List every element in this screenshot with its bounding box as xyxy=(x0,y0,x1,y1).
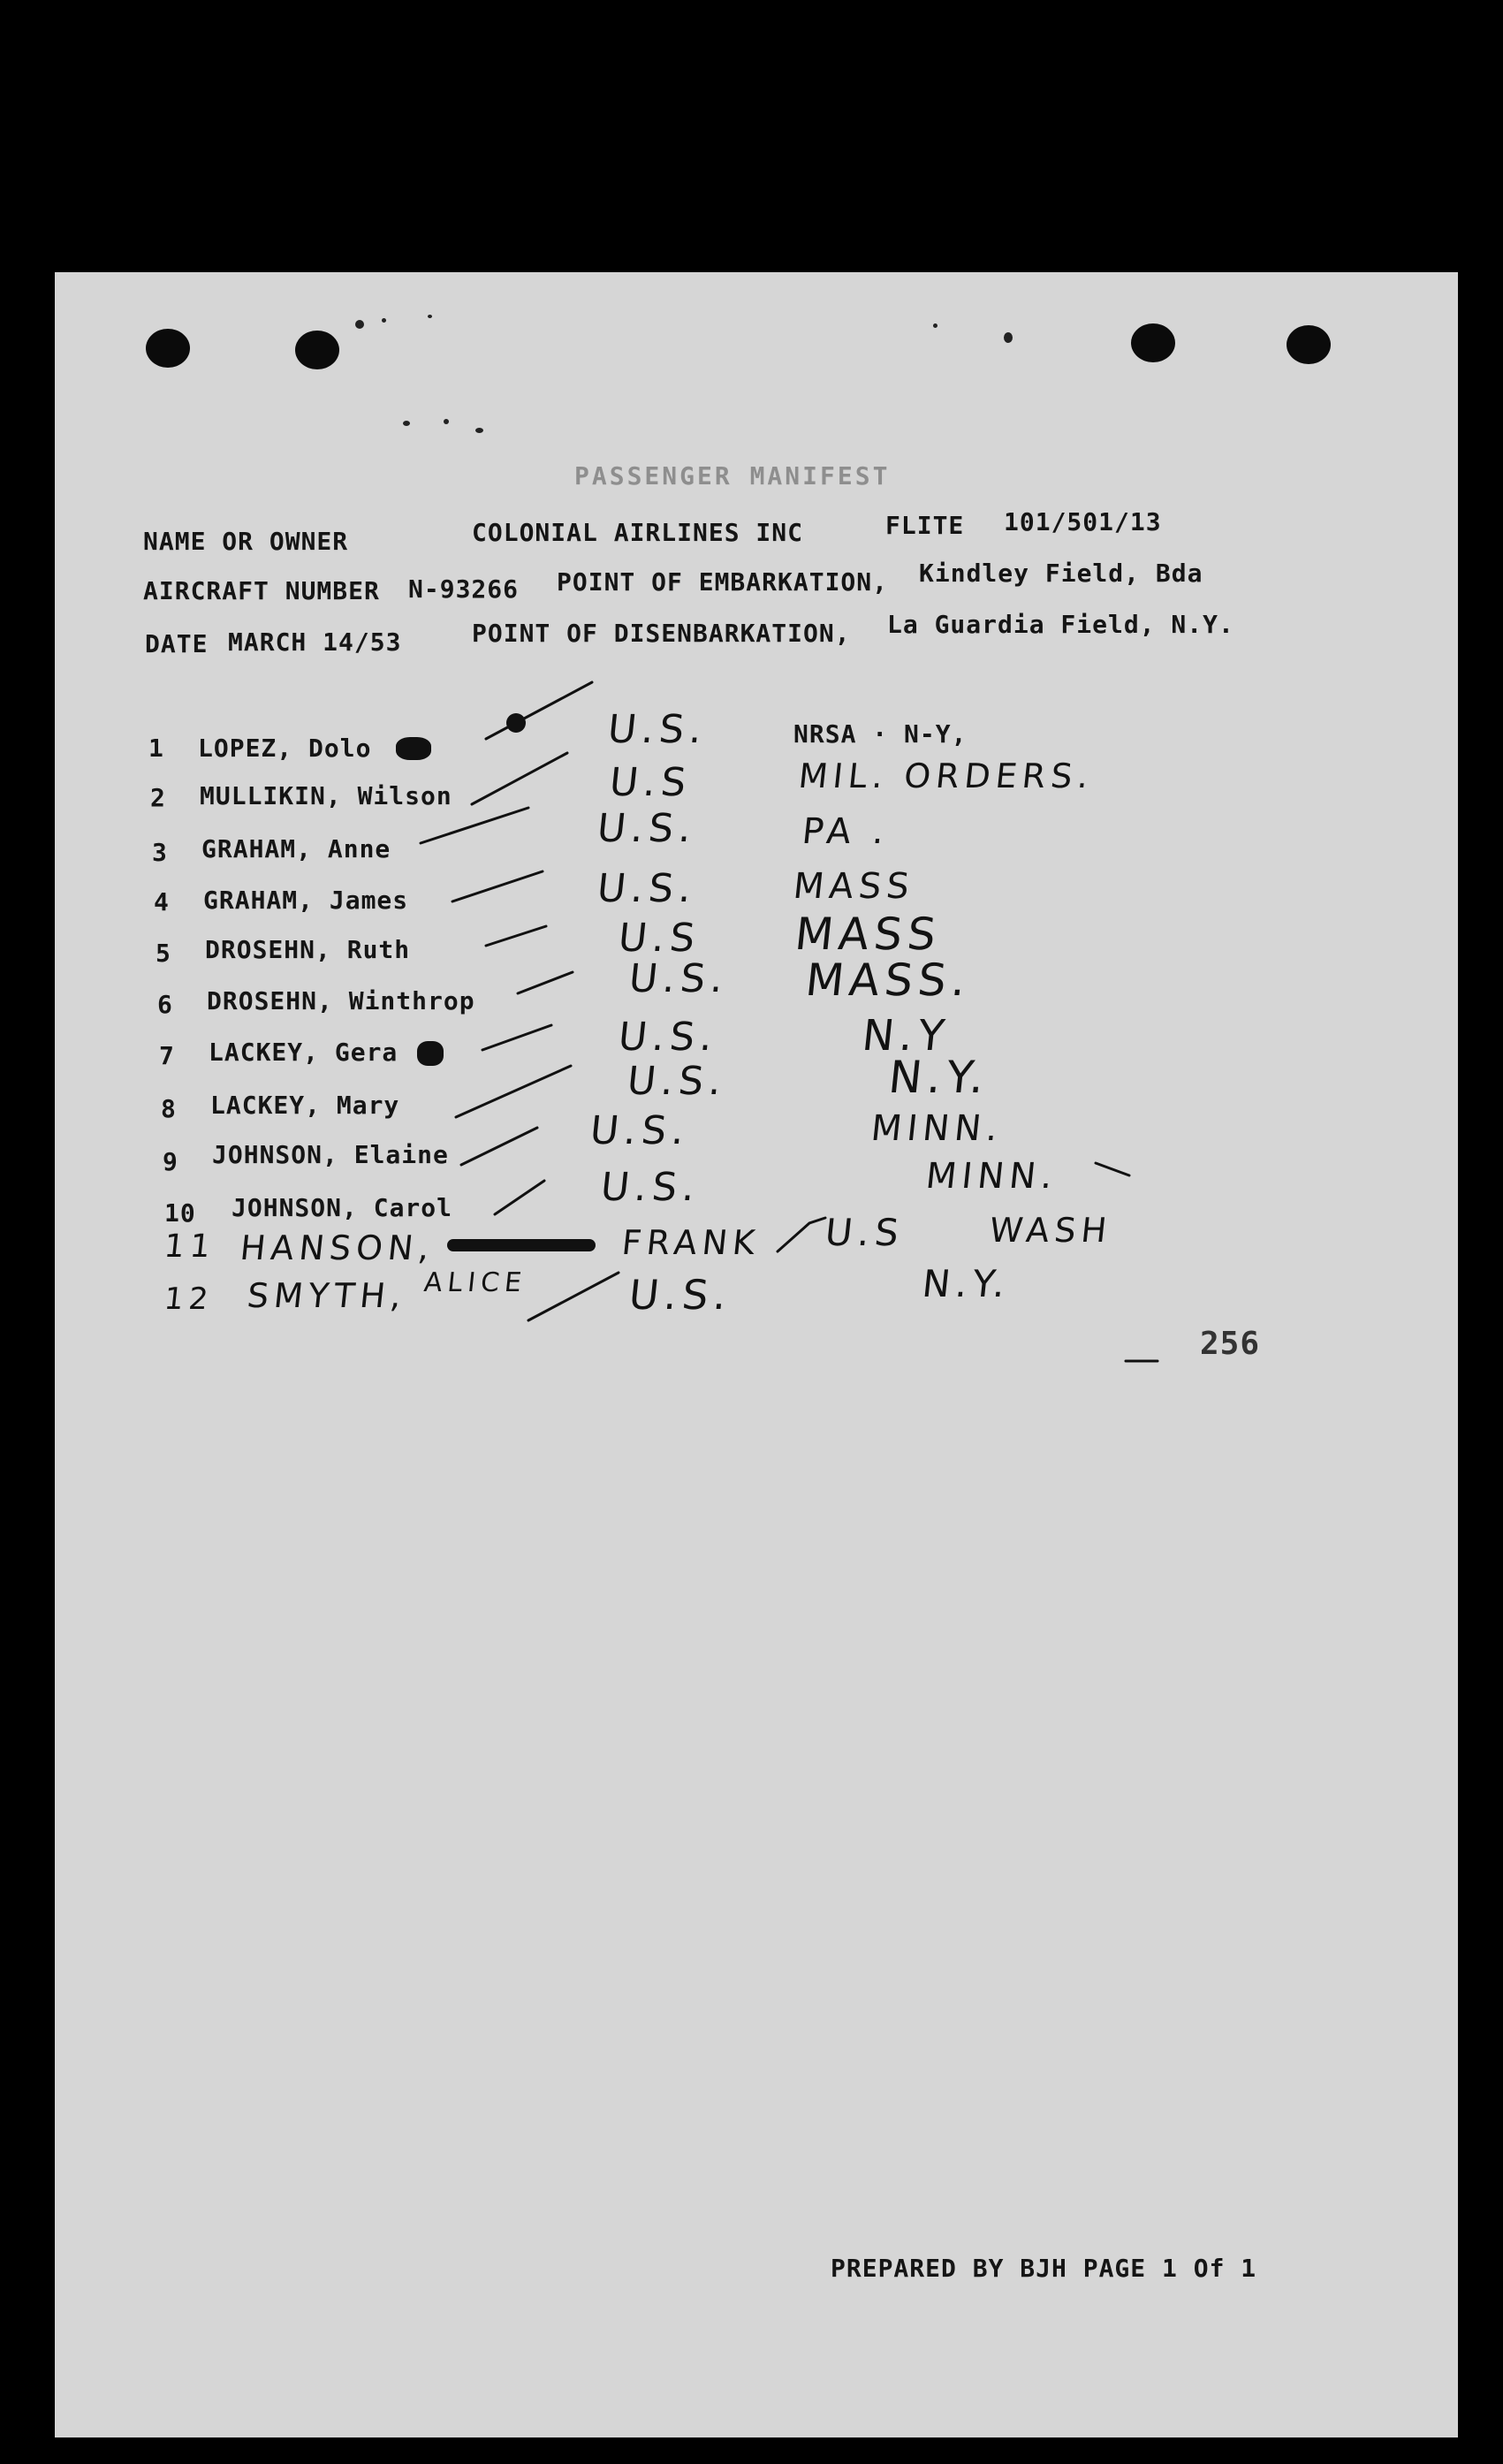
passenger-number: 5 xyxy=(156,939,171,968)
passenger-nationality: U.S. xyxy=(598,1165,702,1210)
passenger-given-name: FRANK xyxy=(619,1223,763,1262)
passenger-nationality: U.S xyxy=(616,916,702,961)
passenger-name: LACKEY, Mary xyxy=(210,1091,400,1120)
tick-mark xyxy=(482,1025,551,1050)
passenger-destination: MASS. xyxy=(802,954,974,1006)
passenger-number: 1 xyxy=(148,734,164,763)
owner-label: NAME OR OWNER xyxy=(143,527,349,556)
passenger-nationality: U.S. xyxy=(605,707,710,752)
tick-mark xyxy=(461,1128,537,1165)
passenger-number: 9 xyxy=(163,1147,178,1176)
passenger-nationality: U.S. xyxy=(616,1015,720,1060)
passenger-number: 12 xyxy=(162,1281,216,1317)
flite-value: 101/501/13 xyxy=(1004,507,1162,536)
passenger-number: 11 xyxy=(162,1228,217,1265)
passenger-number: 3 xyxy=(152,838,168,867)
date-label: DATE xyxy=(145,629,209,658)
passenger-nationality: U.S. xyxy=(626,1271,734,1319)
tick-dot xyxy=(506,713,526,733)
tick-mark xyxy=(486,682,592,739)
passenger-destination: MASS xyxy=(792,909,944,960)
passenger-name: JOHNSON, Carol xyxy=(232,1193,453,1222)
tick-mark xyxy=(1096,1163,1129,1175)
passenger-destination: MINN. xyxy=(923,1156,1060,1197)
prepared-by-footer: PREPARED BY BJH PAGE 1 Of 1 xyxy=(831,2254,1257,2283)
passenger-nationality: U.S xyxy=(607,760,694,805)
passenger-destination: N.Y. xyxy=(885,1052,992,1103)
passenger-destination: N.Y. xyxy=(920,1262,1013,1305)
passenger-name: DROSEHN, Ruth xyxy=(205,935,411,964)
tick-mark xyxy=(486,926,546,946)
owner-value: COLONIAL AIRLINES INC xyxy=(472,518,804,547)
passenger-destination: WASH xyxy=(987,1211,1114,1250)
disembark-value: La Guardia Field, N.Y. xyxy=(887,610,1234,639)
passenger-destination: MINN. xyxy=(869,1108,1006,1149)
passenger-name: SMYTH, xyxy=(245,1276,409,1315)
passenger-name: JOHNSON, Elaine xyxy=(212,1140,449,1169)
tick-mark xyxy=(421,808,528,843)
tick-mark xyxy=(495,1181,544,1214)
aircraft-label: AIRCRAFT NUMBER xyxy=(143,576,380,605)
passenger-destination: PA . xyxy=(800,811,892,852)
embark-value: Kindley Field, Bda xyxy=(919,559,1203,588)
passenger-number: 10 xyxy=(164,1198,196,1228)
passenger-destination: NRSA · N-Y, xyxy=(793,719,968,749)
date-value: MARCH 14/53 xyxy=(228,627,402,657)
passenger-name: LACKEY, Gera xyxy=(209,1038,399,1067)
passenger-name: MULLIKIN, Wilson xyxy=(200,781,452,810)
flite-label: FLITE xyxy=(885,511,965,540)
passenger-destination: N.Y xyxy=(860,1011,953,1061)
passenger-nationality: U.S. xyxy=(626,956,731,1001)
tick-mark xyxy=(528,1273,619,1320)
passenger-name: HANSON, xyxy=(238,1228,436,1267)
passenger-name: DROSEHN, Winthrop xyxy=(207,986,475,1015)
passenger-destination: MIL. ORDERS. xyxy=(796,757,1096,795)
passenger-number: 7 xyxy=(159,1041,175,1070)
page-number: 256 xyxy=(1200,1326,1261,1362)
passenger-number: 4 xyxy=(154,887,170,916)
aircraft-value: N-93266 xyxy=(408,574,520,604)
tick-mark xyxy=(472,753,567,804)
tick-mark xyxy=(518,972,573,993)
passenger-name: GRAHAM, Anne xyxy=(201,834,391,863)
passenger-destination: MASS xyxy=(791,866,917,907)
tick-mark xyxy=(452,871,543,901)
manifest-title: PASSENGER MANIFEST xyxy=(574,461,891,491)
embark-label: POINT OF EMBARKATION, xyxy=(557,567,889,597)
tick-mark xyxy=(456,1066,571,1117)
tick-mark xyxy=(778,1218,825,1251)
passenger-nationality: U.S. xyxy=(595,806,699,851)
passenger-nationality: U.S xyxy=(823,1211,907,1254)
passenger-number: 8 xyxy=(161,1094,177,1123)
passenger-number: 2 xyxy=(150,783,166,812)
passenger-name: LOPEZ, Dolo xyxy=(198,734,372,763)
passenger-name: GRAHAM, James xyxy=(203,886,409,915)
passenger-nationality: U.S. xyxy=(588,1108,692,1153)
passenger-nationality: U.S. xyxy=(595,866,699,911)
passenger-number: 6 xyxy=(157,990,173,1019)
disembark-label: POINT OF DISENBARKATION, xyxy=(472,619,851,648)
passenger-nationality: U.S. xyxy=(625,1059,729,1104)
passenger-given-name: ALICE xyxy=(422,1267,528,1298)
